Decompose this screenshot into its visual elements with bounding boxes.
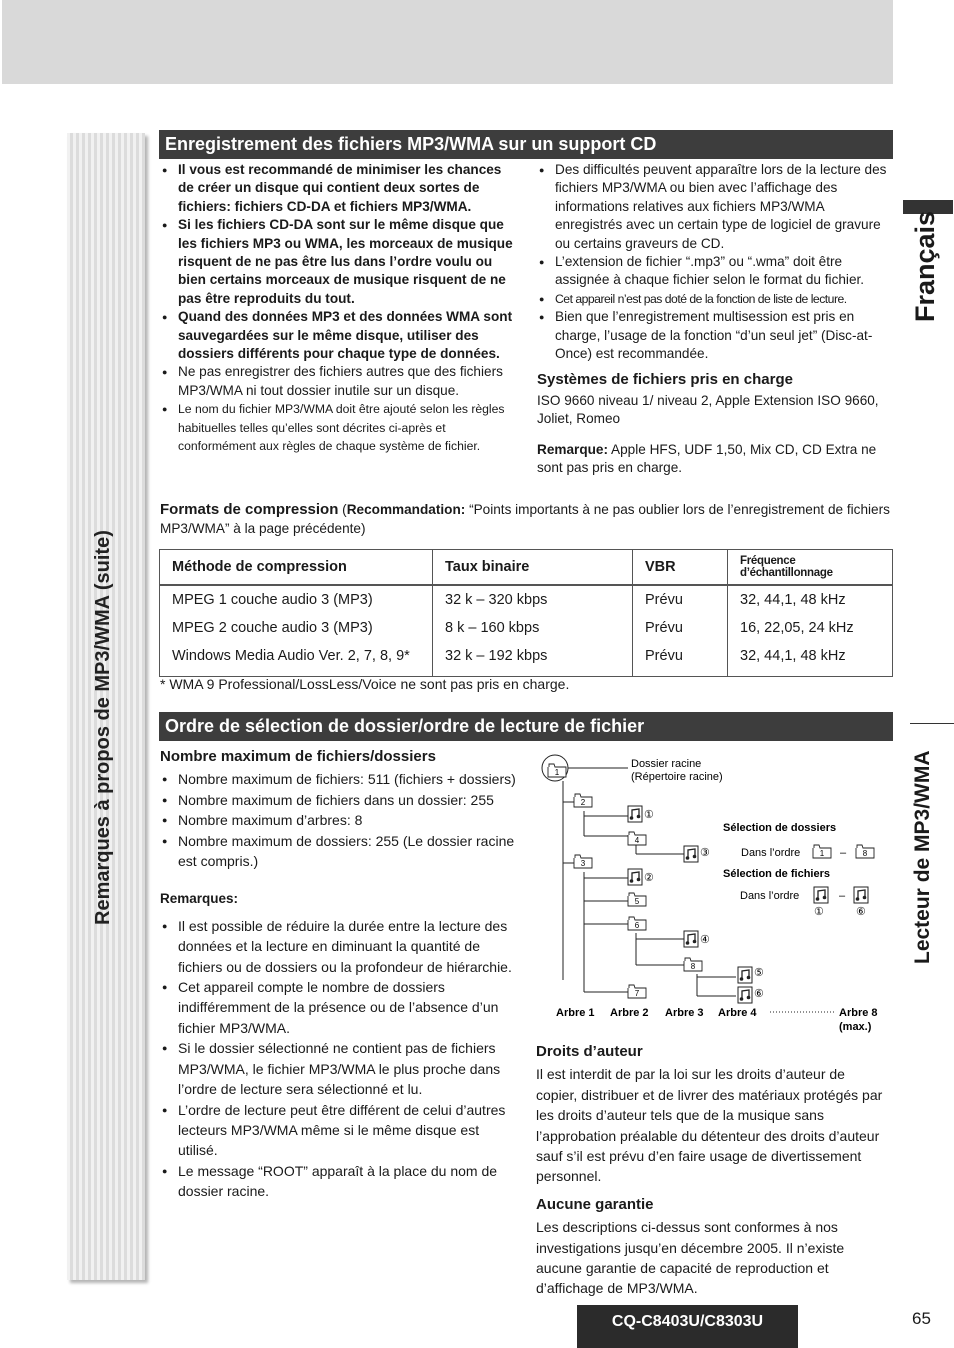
table-cell: Prévu bbox=[633, 614, 728, 642]
remarks-heading: Remarques: bbox=[160, 891, 239, 907]
table-cell: Windows Media Audio Ver. 2, 7, 8, 9* bbox=[160, 642, 433, 677]
sidebar-title: Remarques à propos de MP3/WMA (suite) bbox=[92, 530, 114, 925]
recommendation-text: “Points importants à ne pas oublier lors de l’enregistrement de fichiers MP3/WMA” à la page précédente) bbox=[160, 502, 890, 536]
recommendation-label: Recommandation: bbox=[346, 502, 466, 517]
list-item: ● Si le dossier sélectionné ne contient pas de fichiers MP3/WMA, le fichier MP3/WMA le plus proche dans l’ordre de lecture sera sélectionné et lu. bbox=[160, 1038, 516, 1099]
tree-max-label: (max.) bbox=[839, 1021, 872, 1033]
folder-number: 7 bbox=[634, 989, 640, 998]
music-file-icon bbox=[628, 806, 642, 822]
list-item: ● Nombre maximum de dossiers: 255 (Le dossier racine est compris.) bbox=[160, 831, 516, 872]
list-item: ● Si les fichiers CD-DA sont sur le même disque que les fichiers MP3 ou WMA, les morceaux de musique risquent de ne pas être lus dans l’ordre voulu ou bien certains morceaux de musique risquent de ne pas être reproduits du tout. bbox=[160, 216, 516, 308]
warranty-text: Les descriptions ci-dessus sont conformes à nos investigations jusqu’en décembre 2005. Il n’existe aucune garantie de capacité de reproduction et d’affichage de MP3/WMA. bbox=[536, 1219, 845, 1297]
file-selection-to: ⑥ bbox=[856, 906, 866, 918]
file-selection-title: Sélection de fichiers bbox=[723, 868, 830, 880]
table-cell: 8 k – 160 kbps bbox=[433, 614, 633, 642]
section-tab: Lecteur de MP3/WMA bbox=[911, 750, 934, 964]
tree-label: Arbre 8 bbox=[839, 1007, 878, 1019]
header-band bbox=[2, 0, 893, 84]
music-file-icon bbox=[814, 887, 828, 903]
warranty-heading: Aucune garantie bbox=[536, 1195, 654, 1213]
folder-number: 2 bbox=[580, 798, 586, 807]
list-item: ● Cet appareil compte le nombre de dossiers indifféremment de la présence ou de l’absence d’un fichier MP3/WMA. bbox=[160, 977, 516, 1038]
model-number: CQ-C8403U/C8303U bbox=[577, 1305, 798, 1348]
table-header: Fréquence d’échantillonnage bbox=[728, 550, 893, 586]
list-item: ● Nombre maximum d’arbres: 8 bbox=[160, 810, 516, 830]
folder-selection-text: Dans l’ordre bbox=[741, 847, 801, 859]
list-item: ● Ne pas enregistrer des fichiers autres que des fichiers MP3/WMA ni tout dossier inutile sur un disque. bbox=[160, 363, 516, 400]
tree-label: Arbre 2 bbox=[610, 1007, 649, 1019]
compression-intro: Formats de compression (Recommandation: “Points importants à ne pas oublier lors de l’enregistrement de fichiers MP3/WMA” à la page précédente) bbox=[160, 501, 890, 536]
section2-left-column bbox=[160, 747, 516, 1202]
file-marker: ① bbox=[644, 809, 654, 821]
max-files-heading: Nombre maximum de fichiers/dossiers bbox=[160, 748, 436, 765]
compression-heading: Formats de compression bbox=[160, 501, 339, 518]
table-row bbox=[160, 585, 893, 614]
table-cell: MPEG 2 couche audio 3 (MP3) bbox=[160, 614, 433, 642]
list-item: ● Le message “ROOT” apparaît à la place du nom de dossier racine. bbox=[160, 1161, 516, 1202]
language-tab: Français bbox=[910, 210, 940, 322]
folder-selection-from: 1 bbox=[819, 849, 825, 858]
folder-number: 5 bbox=[634, 897, 640, 906]
list-item: ● Des difficultés peuvent apparaître lors de la lecture des fichiers MP3/WMA ou bien avec l’affichage des informations relatives aux fichiers MP3/WMA enregistrés avec un certain type de logiciel de gravure ou certains graveurs de CD. bbox=[537, 161, 889, 253]
table-header: Taux binaire bbox=[433, 550, 633, 586]
section2-title: Ordre de sélection de dossier/ordre de lecture de fichier bbox=[159, 712, 893, 741]
compression-table bbox=[159, 549, 893, 677]
section1-title: Enregistrement des fichiers MP3/WMA sur un support CD bbox=[159, 130, 893, 159]
list-item: ● Nombre maximum de fichiers dans un dossier: 255 bbox=[160, 790, 516, 810]
list-item: ● Il vous est recommandé de minimiser les chances de créer un disque qui contient deux sortes de fichiers: fichiers CD-DA et fichiers MP3/WMA. bbox=[160, 161, 516, 216]
file-marker: ③ bbox=[700, 847, 710, 859]
page-number: 65 bbox=[912, 1309, 931, 1328]
file-marker: ② bbox=[644, 872, 654, 884]
legend-dash: – bbox=[839, 890, 846, 902]
music-file-icon bbox=[738, 967, 752, 983]
tab-divider bbox=[910, 723, 954, 724]
table-cell: Prévu bbox=[633, 642, 728, 677]
music-file-icon bbox=[684, 846, 698, 862]
table-row bbox=[160, 614, 893, 642]
table-cell: MPEG 1 couche audio 3 (MP3) bbox=[160, 585, 433, 614]
root-label-sub: (Répertoire racine) bbox=[631, 771, 723, 783]
table-cell: Prévu bbox=[633, 585, 728, 614]
file-marker: ④ bbox=[700, 934, 710, 946]
file-selection-from: ① bbox=[814, 906, 824, 918]
music-file-icon bbox=[628, 869, 642, 885]
filesystem-heading: Systèmes de fichiers pris en charge bbox=[537, 371, 793, 389]
root-label: Dossier racine bbox=[631, 758, 702, 770]
table-cell: 16, 22,05, 24 kHz bbox=[728, 614, 893, 642]
table-cell: 32, 44,1, 48 kHz bbox=[728, 585, 893, 614]
folder-tree-diagram bbox=[536, 750, 894, 1040]
music-file-icon bbox=[684, 931, 698, 947]
copyright-text: Il est interdit de par la loi sur les droits d’auteur de copier, distribuer et de livrer des matériaux protégés par les droits d’auteur tels que de la musique sans l’approbation préalable du détenteur des droits d’auteur sauf s’il est prévu d’en faire usage de divertissement personnel. bbox=[536, 1066, 883, 1185]
filesystem-text: ISO 9660 niveau 1/ niveau 2, Apple Extension ISO 9660, Joliet, Romeo bbox=[537, 392, 879, 427]
table-header: VBR bbox=[633, 550, 728, 586]
folder-number: 1 bbox=[554, 768, 560, 777]
remark-text: Apple HFS, UDF 1,50, Mix CD, CD Extra ne sont pas pris en charge. bbox=[537, 441, 877, 476]
folder-selection-title: Sélection de dossiers bbox=[723, 822, 837, 834]
copyright-heading: Droits d’auteur bbox=[536, 1043, 643, 1060]
folder-number: 4 bbox=[634, 836, 640, 845]
tree-label: Arbre 1 bbox=[556, 1007, 595, 1019]
tree-label: Arbre 3 bbox=[665, 1007, 704, 1019]
file-marker: ⑥ bbox=[754, 988, 764, 1000]
table-footnote: * WMA 9 Professional/LossLess/Voice ne sont pas pris en charge. bbox=[160, 676, 570, 692]
music-file-icon bbox=[854, 887, 868, 903]
folder-number: 6 bbox=[634, 921, 640, 930]
list-item: ● Le nom du fichier MP3/WMA doit être ajouté selon les règles habituelles telles qu’elles sont décrites ci-après et conformément aux règles de chaque système de fichier. bbox=[160, 400, 516, 455]
list-item: ● L’ordre de lecture peut être différent de celui d’autres lecteurs MP3/WMA même si le même disque est utilisé. bbox=[160, 1100, 516, 1161]
folder-selection-to: 8 bbox=[862, 849, 868, 858]
section2-right-column bbox=[536, 1042, 890, 1299]
section1-left-column bbox=[160, 161, 516, 456]
list-item: ● Quand des données MP3 et des données WMA sont sauvegardées sur le même disque, utiliser des dossiers différents pour chaque type de données. bbox=[160, 308, 516, 363]
list-item: ● Nombre maximum de fichiers: 511 (fichiers + dossiers) bbox=[160, 769, 516, 789]
table-header: Méthode de compression bbox=[160, 550, 433, 586]
table-header-row bbox=[160, 550, 893, 586]
list-item: ● L’extension de fichier “.mp3” ou “.wma” doit être assignée à chaque fichier selon le format du fichier. bbox=[537, 253, 889, 290]
table-cell: 32 k – 192 kbps bbox=[433, 642, 633, 677]
file-selection-text: Dans l’ordre bbox=[740, 890, 800, 902]
table-cell: 32 k – 320 kbps bbox=[433, 585, 633, 614]
file-marker: ⑤ bbox=[754, 967, 764, 979]
table-row bbox=[160, 642, 893, 677]
section1-right-column bbox=[537, 161, 889, 478]
list-item: ● Cet appareil n’est pas doté de la fonction de liste de lecture. bbox=[537, 290, 889, 308]
table-cell: 32, 44,1, 48 kHz bbox=[728, 642, 893, 677]
music-file-icon bbox=[738, 987, 752, 1003]
legend-dash: – bbox=[840, 847, 847, 859]
list-item: ● Bien que l’enregistrement multisession est pris en charge, l’usage de la fonction “d’un seul jet” (Disc-at-Once) est recommandée. bbox=[537, 308, 889, 363]
filesystem-remark bbox=[537, 441, 889, 478]
tree-label: Arbre 4 bbox=[718, 1007, 757, 1019]
list-item: ● Il est possible de réduire la durée entre la lecture des données et la lecture en diminuant la quantité de fichiers ou de dossiers ou la profondeur de hiérarchie. bbox=[160, 916, 516, 977]
remark-label: Remarque: bbox=[537, 441, 609, 457]
folder-number: 8 bbox=[690, 962, 696, 971]
folder-number: 3 bbox=[580, 859, 586, 868]
